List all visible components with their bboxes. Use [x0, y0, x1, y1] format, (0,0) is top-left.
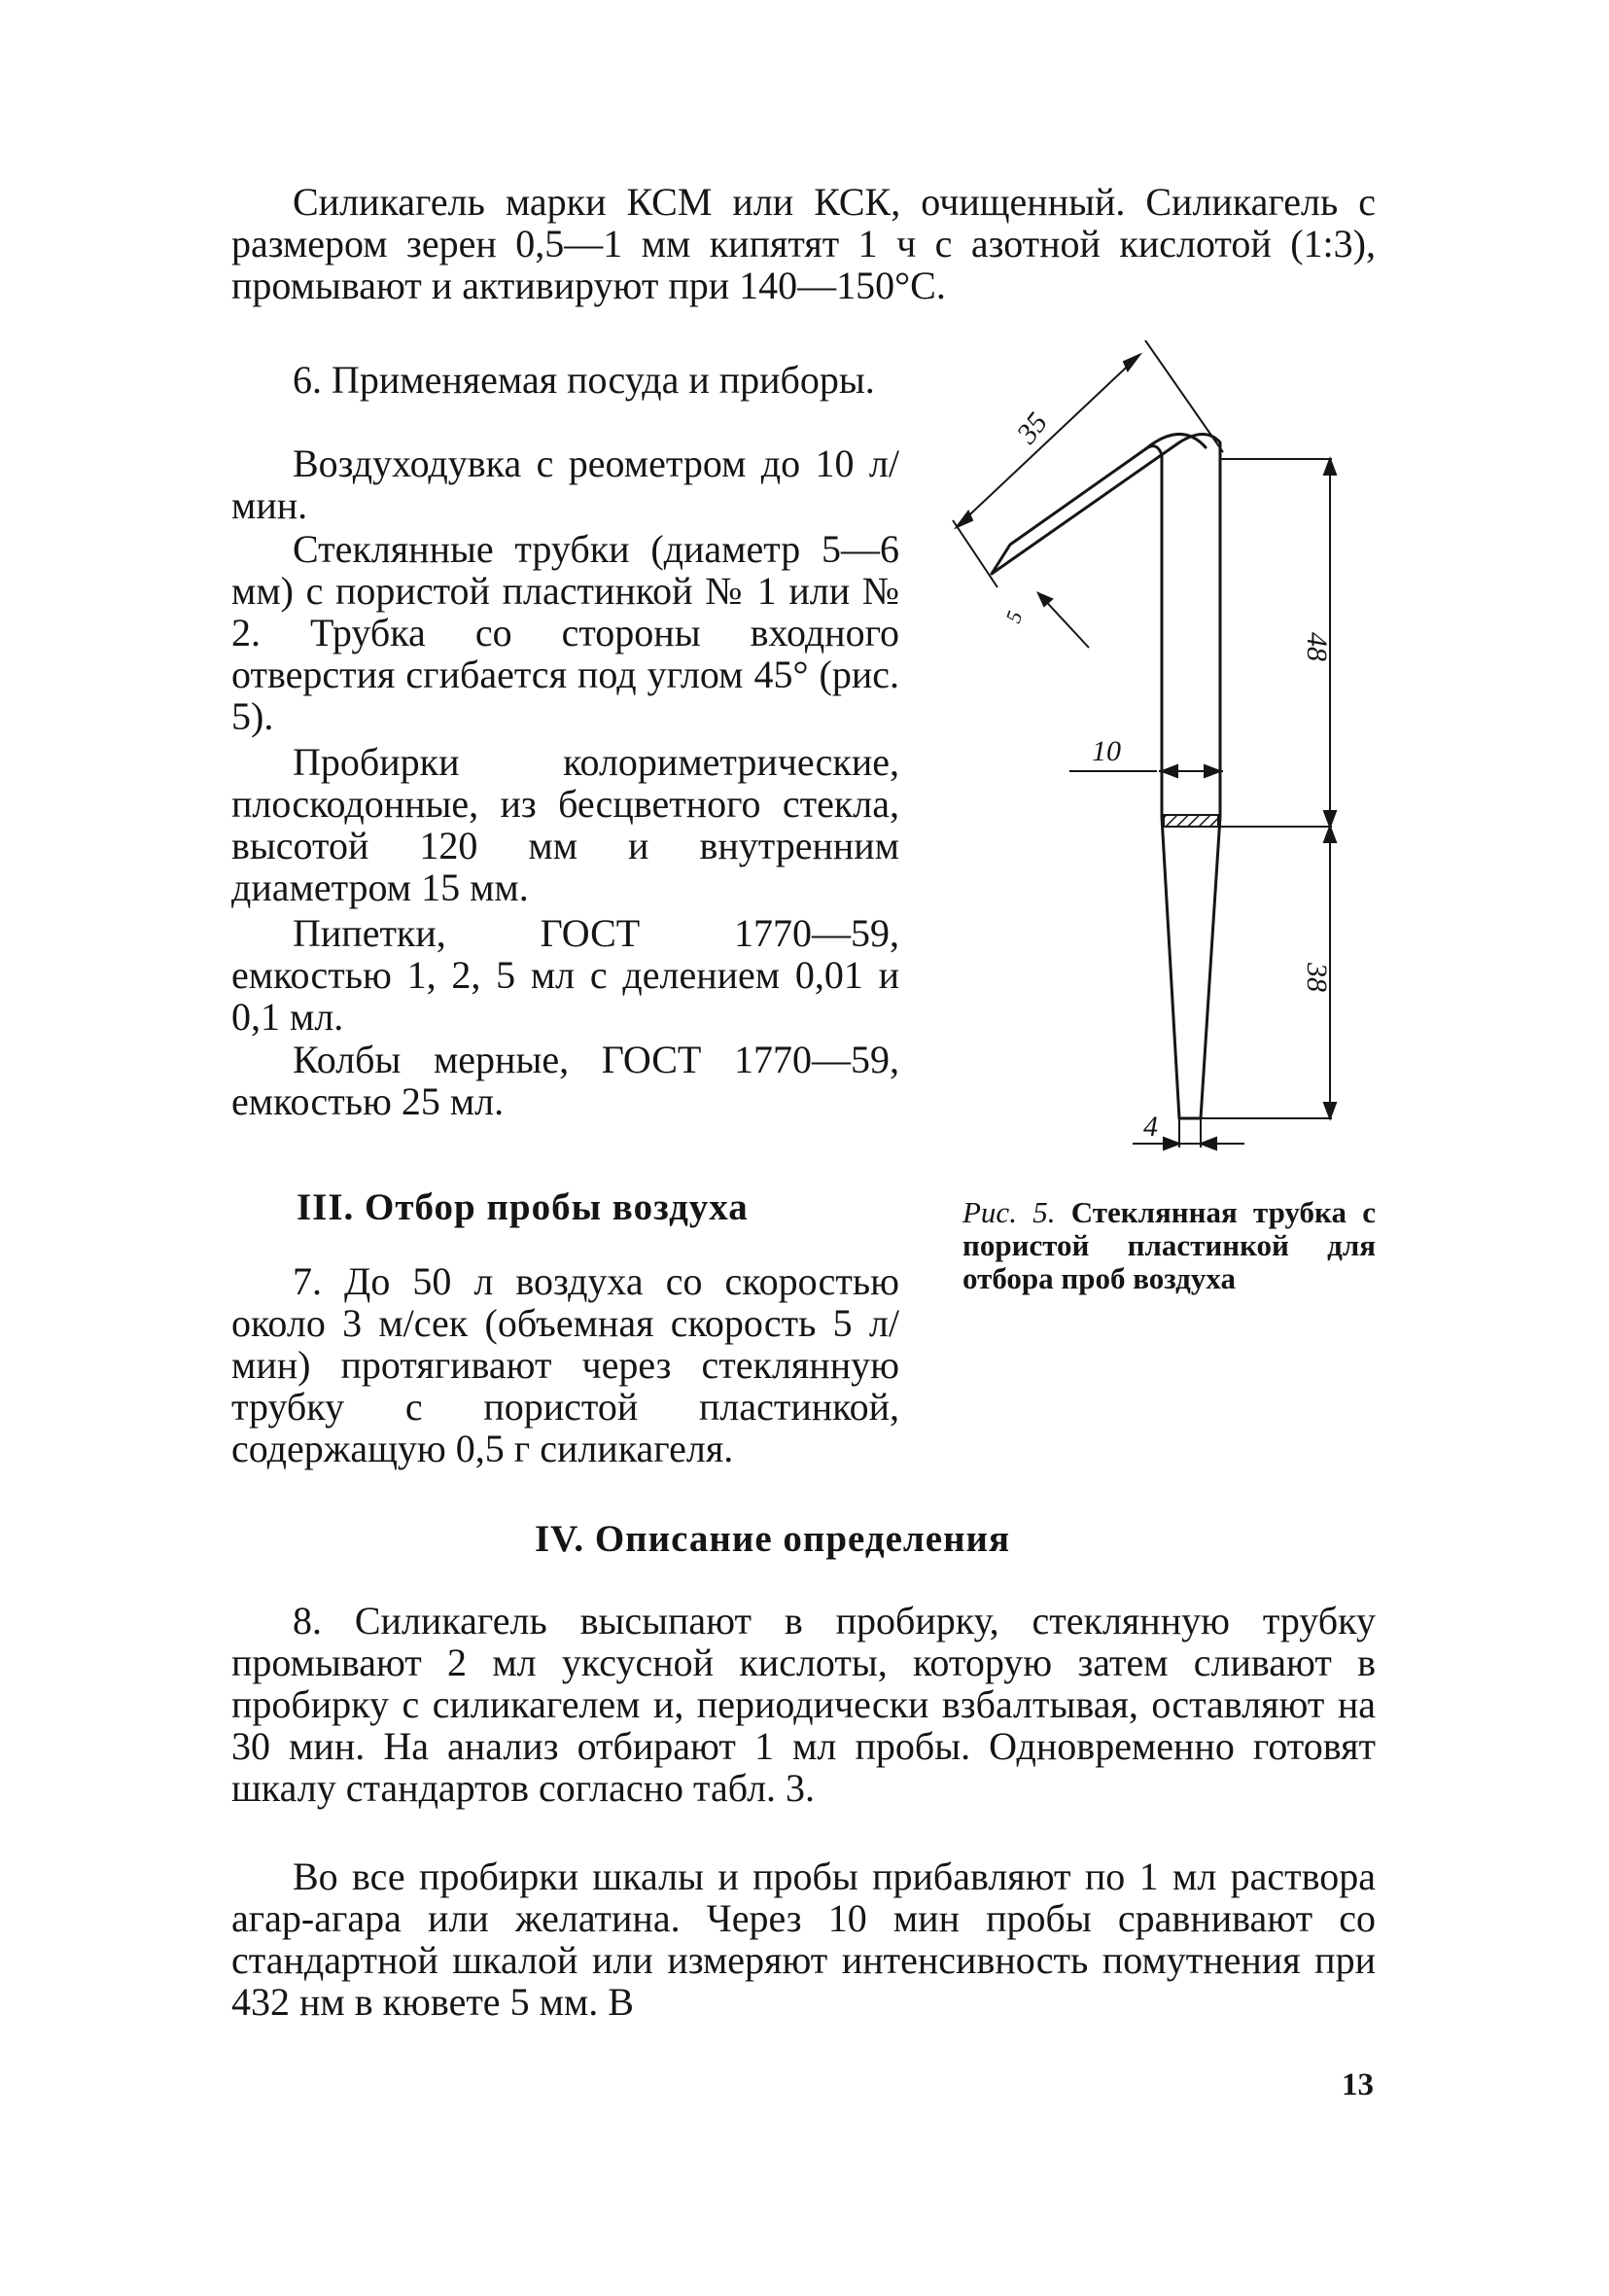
paragraph-volumetric-flasks: Колбы мерные, ГОСТ 1770—59, емкостью 25 мл. [231, 1038, 899, 1123]
paragraph-silica-gel: Силикагель марки КСМ или КСК, очищенный. Силикагель с размером зерен 0,5—1 мм кипятят 1 ч с азотной кислотой (1:3), промывают и активируют при 140—150°С. [231, 180, 1376, 307]
paragraph-section-8: 8. Силикагель высыпают в пробирку, стеклянную трубку промывают 2 мл уксусной кислоты, которую затем сливают в пробирку с силикагелем и, периодически взбалтывая, оставляют на 30 мин. На анализ отбирают 1 мл пробы. Одновременно готовят шкалу стандартов согласно табл. 3. [231, 1599, 1376, 1810]
paragraph-glass-tubes: Стеклянные трубки (диаметр 5—6 мм) с пористой пластинкой № 1 или № 2. Трубка со стороны входного отверстия сгибается под углом 45° (рис. 5). [231, 527, 899, 738]
figure-caption-text: Стеклянная трубка с пористой пластинкой для отбора проб воздуха [962, 1195, 1376, 1295]
paragraph-section-7: 7. До 50 л воздуха со скоростью около 3 м/сек (объемная скорость 5 л/мин) протягивают через стеклянную трубку с пористой пластинкой, содержащую 0,5 г силикагеля. [231, 1259, 899, 1470]
tube-outline [992, 435, 1220, 1119]
paragraph-reagents: Во все пробирки шкалы и пробы прибавляют по 1 мл раствора агар-агара или желатина. Через 10 мин пробы сравнивают со стандартной шкалой или измеряют интенсивность помутнения при 432 нм в кювете 5 мм. В [231, 1854, 1376, 2024]
page-number: 13 [1342, 2067, 1374, 2102]
paragraph-air-blower: Воздуходувка с реометром до 10 л/мин. [231, 442, 899, 527]
paragraph-section-6: 6. Применяемая посуда и приборы. [293, 358, 875, 402]
dimension-label-35: 35 [1010, 406, 1054, 450]
section-heading-air-sampling: III. Отбор пробы воздуха [297, 1186, 749, 1228]
figure-caption [962, 1196, 1376, 1295]
dimension-label-5: 5 [1000, 607, 1028, 626]
dimension-label-38: 38 [1301, 963, 1333, 992]
paragraph-test-tubes: Пробирки колориметрические, плоскодонные, из бесцветного стекла, высотой 120 мм и внутренним диаметром 15 мм. [231, 740, 899, 909]
dimension-label-4: 4 [1143, 1111, 1158, 1143]
dimension-label-10: 10 [1092, 735, 1121, 767]
paragraph-pipettes: Пипетки, ГОСТ 1770—59, емкостью 1, 2, 5 мл с делением 0,01 и 0,1 мл. [231, 911, 899, 1039]
glass-tube-figure [914, 340, 1439, 1186]
section-heading-determination: IV. Описание определения [535, 1518, 1011, 1560]
porous-plate [1164, 815, 1218, 827]
dimension-label-48: 48 [1301, 632, 1333, 661]
figure-number: Рис. 5. [962, 1195, 1056, 1229]
